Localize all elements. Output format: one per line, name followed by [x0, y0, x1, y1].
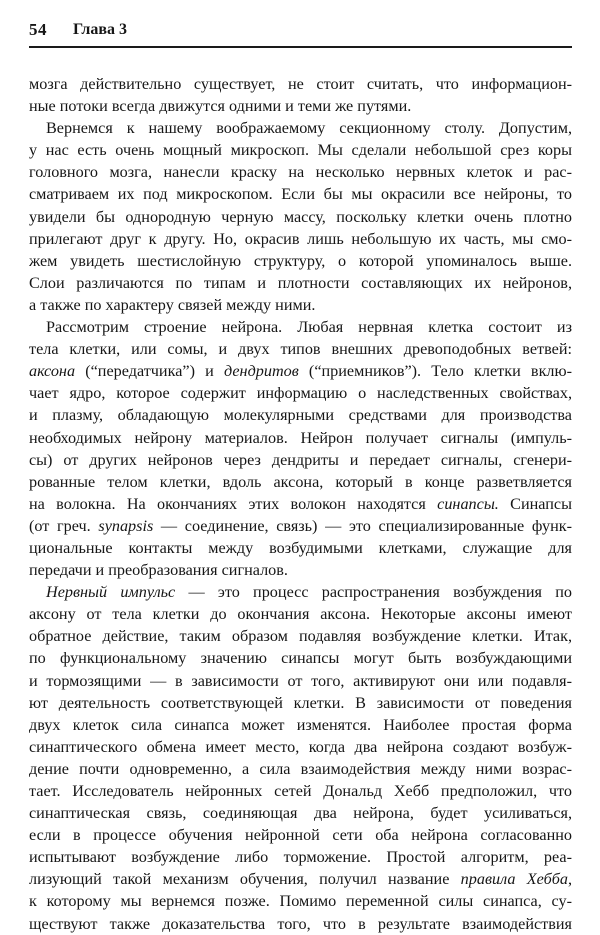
text-line: (от греч. synapsis — соединение, связь) — это специализированные функ-	[29, 516, 572, 535]
text-line: Рассмотрим строение нейрона. Любая нервная клетка состоит из	[46, 318, 572, 337]
text-line: увидели бы однородную черную массу, поскольку клетки очень плотно	[29, 207, 572, 226]
text-line: к которому мы вернемся позже. Помимо переменной силы синапса, су-	[29, 892, 572, 911]
text-line: лизующий такой механизм обучения, получил название правила Хебба,	[29, 870, 572, 889]
term-nerve-impulse: Нервный импульс	[46, 583, 176, 602]
text-line: и плазму, обладающую молекулярными средствами для производства	[29, 406, 572, 425]
text-line: передачи и преобразования сигналов.	[29, 561, 288, 580]
text-line: ществуют также доказательства того, что в результате взаимодействия	[29, 914, 572, 933]
text-line: если в процессе обучения нейронной сети оба нейрона согласованно	[29, 826, 572, 845]
page-number: 54	[29, 20, 47, 39]
term-synapses: синапсы.	[437, 494, 499, 513]
term-axon: аксона	[29, 362, 76, 381]
text-line: сы) от других нейронов через дендриты и передает сигналы, сгенери-	[29, 450, 572, 469]
text-line: двух клеток сила синапса может изменятся. Наиболее простая форма	[29, 715, 572, 734]
text-line: головного мозга, нанесли краску на несколько нервных клеток и рас-	[29, 163, 572, 182]
term-hebb-rule: правила Хебба	[460, 870, 568, 889]
body-text	[29, 73, 572, 935]
text-line: на волокна. На окончаниях этих волокон находятся синапсы. Синапсы	[29, 494, 572, 513]
text-line: ные потоки всегда движутся одними и теми же путями.	[29, 97, 412, 116]
text-line: тает. Исследователь нейронных сетей Дональд Хебб предположил, что	[29, 782, 572, 800]
text-line: дение почти одновременно, а сила взаимодействия между ними возрас-	[29, 759, 572, 778]
text-line: у нас есть очень мощный микроскоп. Мы сделали небольшой срез коры	[29, 141, 572, 160]
text-line: Нервный импульс — это процесс распространения возбуждения по	[46, 583, 572, 602]
text-line: необходимых нейрону материалов. Нейрон получает сигналы (импуль-	[29, 428, 572, 447]
text-line: циональные контакты между возбудимыми клетками, служащие для	[29, 538, 572, 557]
text-line: аксону от тела клетки до окончания аксона. Некоторые аксоны имеют	[29, 605, 572, 624]
text-line: рованные телом клетки, вдоль аксона, который в конце разветвляется	[29, 472, 572, 491]
text-line: синаптическая связь, соединяющая два нейрона, будет усиливаться,	[29, 804, 572, 823]
text-line: обратное действие, таким образом подавляя возбуждение клетки. Итак,	[29, 627, 572, 646]
text-line: сматриваем их под микроскопом. Если бы мы окрасили все нейроны, то	[29, 185, 572, 204]
text-line: прилегают друг к другу. Но, окрасив лишь небольшую их часть, мы смо-	[29, 229, 572, 248]
text-line: чает ядро, которое содержит информацию о наследственных свойствах,	[29, 384, 572, 403]
text-line: Вернемся к нашему воображаемому секционному столу. Допустим,	[46, 119, 572, 138]
text-line: аксона (“передатчика”) и дендритов (“приемников”). Тело клетки вклю-	[29, 362, 572, 381]
text-line: ют деятельность соответствующей клетки. В зависимости от поведения	[29, 693, 572, 712]
text-line: по функциональному значению синапсы могут быть возбуждающими	[29, 649, 572, 668]
text-line: синаптического обмена имеет место, когда два нейрона создают возбуж-	[29, 737, 572, 756]
text-line: мозга действительно существует, не стоит считать, что информацион-	[29, 75, 572, 93]
text-line: и тормозящими — в зависимости от того, активируют они или подавля-	[29, 671, 572, 690]
term-synapsis: synapsis	[98, 516, 154, 535]
text-line: Слои различаются по типам и плотности составляющих их нейронов,	[29, 273, 572, 292]
term-dendrites: дендритов	[223, 362, 299, 381]
text-line: испытывают возбуждение либо торможение. Простой алгоритм, реа-	[29, 848, 572, 867]
text-line: жем увидеть шестислойную структуру, о которой упоминалось выше.	[29, 251, 572, 270]
text-line: тела клетки, или сомы, и двух типов внешних древоподобных ветвей:	[29, 340, 572, 359]
text-line: а также по характеру связей между ними.	[29, 295, 316, 314]
chapter-title: Глава 3	[73, 21, 127, 38]
running-header	[29, 20, 572, 48]
